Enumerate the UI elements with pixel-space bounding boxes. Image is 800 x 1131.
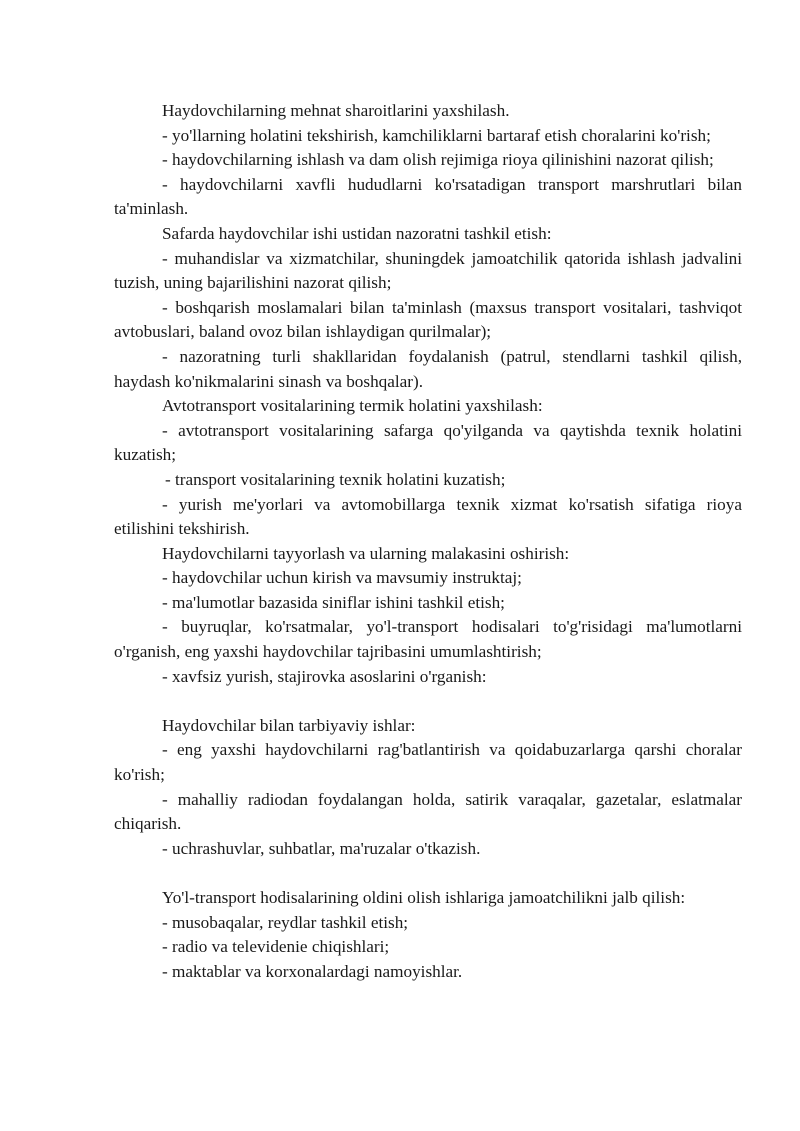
list-item: - eng yaxshi haydovchilarni rag'batlantirish va qoidabuzarlarga qarshi choralar ko'rish; (114, 740, 742, 785)
paragraph-heading: Haydovchilarni tayyorlash va ularning malakasini oshirish: (162, 543, 570, 563)
paragraph-heading: Yo'l-transport hodisalarining oldini olish ishlariga jamoatchilikni jalb qilish: (162, 888, 686, 907)
paragraph-heading: Safarda haydovchilar ishi ustidan nazoratni tashkil etish: (162, 223, 552, 243)
paragraph-heading: Haydovchilar bilan tarbiyaviy ishlar: (162, 715, 416, 735)
blank-line (114, 689, 742, 714)
list-item: - avtotransport vositalarining safarga qo'yilganda va qaytishda texnik holatini kuzatish; (114, 420, 742, 465)
blank-line (114, 861, 742, 886)
list-item: - buyruqlar, ko'rsatmalar, yo'l-transport hodisalari to'g'risidagi ma'lumotlarni o'rganish, eng yaxshi haydovchilar tajribasini umumlashtirish; (114, 617, 742, 662)
list-item: - yurish me'yorlari va avtomobillarga texnik xizmat ko'rsatish sifatiga rioya etilishini tekshirish. (114, 494, 742, 539)
list-item: - haydovchilarning ishlash va dam olish rejimiga rioya qilinishini nazorat qilish; (162, 150, 714, 170)
list-item: - radio va televidenie chiqishlari; (162, 937, 390, 957)
list-item: - ma'lumotlar bazasida siniflar ishini tashkil etish; (162, 592, 505, 612)
paragraph-heading: Avtotransport vositalarining termik holatini yaxshilash: (162, 396, 543, 416)
list-item: - transport vositalarining texnik holatini kuzatish; (165, 469, 506, 489)
list-item: - xavfsiz yurish, stajirovka asoslarini o'rganish: (162, 666, 487, 686)
list-item: - haydovchilar uchun kirish va mavsumiy instruktaj; (162, 568, 522, 588)
list-item: - boshqarish moslamalari bilan ta'minlash (maxsus transport vositalari, tashviqot avtobuslari, baland ovoz bilan ishlaydigan qurilmalar); (114, 297, 742, 342)
list-item: - maktablar va korxonalardagi namoyishlar. (162, 961, 463, 981)
paragraph-heading: Haydovchilarning mehnat sharoitlarini yaxshilash. (162, 101, 510, 120)
list-item: - nazoratning turli shakllaridan foydalanish (patrul, stendlarni tashkil qilish, haydash ko'nikmalarini sinash va boshqalar). (114, 346, 742, 391)
list-item: - musobaqalar, reydlar tashkil etish; (162, 912, 409, 932)
list-item: - uchrashuvlar, suhbatlar, ma'ruzalar o'tkazish. (162, 838, 481, 858)
document-page (114, 99, 742, 984)
list-item: - muhandislar va xizmatchilar, shuningdek jamoatchilik qatorida ishlash jadvalini tuzish, uning bajarilishini nazorat qilish; (114, 248, 742, 293)
list-item: - haydovchilarni xavfli hududlarni ko'rsatadigan transport marshrutlari bilan ta'minlash. (114, 174, 742, 219)
list-item: - yo'llarning holatini tekshirish, kamchiliklarni bartaraf etish choralarini ko'rish; (162, 125, 711, 145)
list-item: - mahalliy radiodan foydalangan holda, satirik varaqalar, gazetalar, eslatmalar chiqarish. (114, 789, 742, 834)
